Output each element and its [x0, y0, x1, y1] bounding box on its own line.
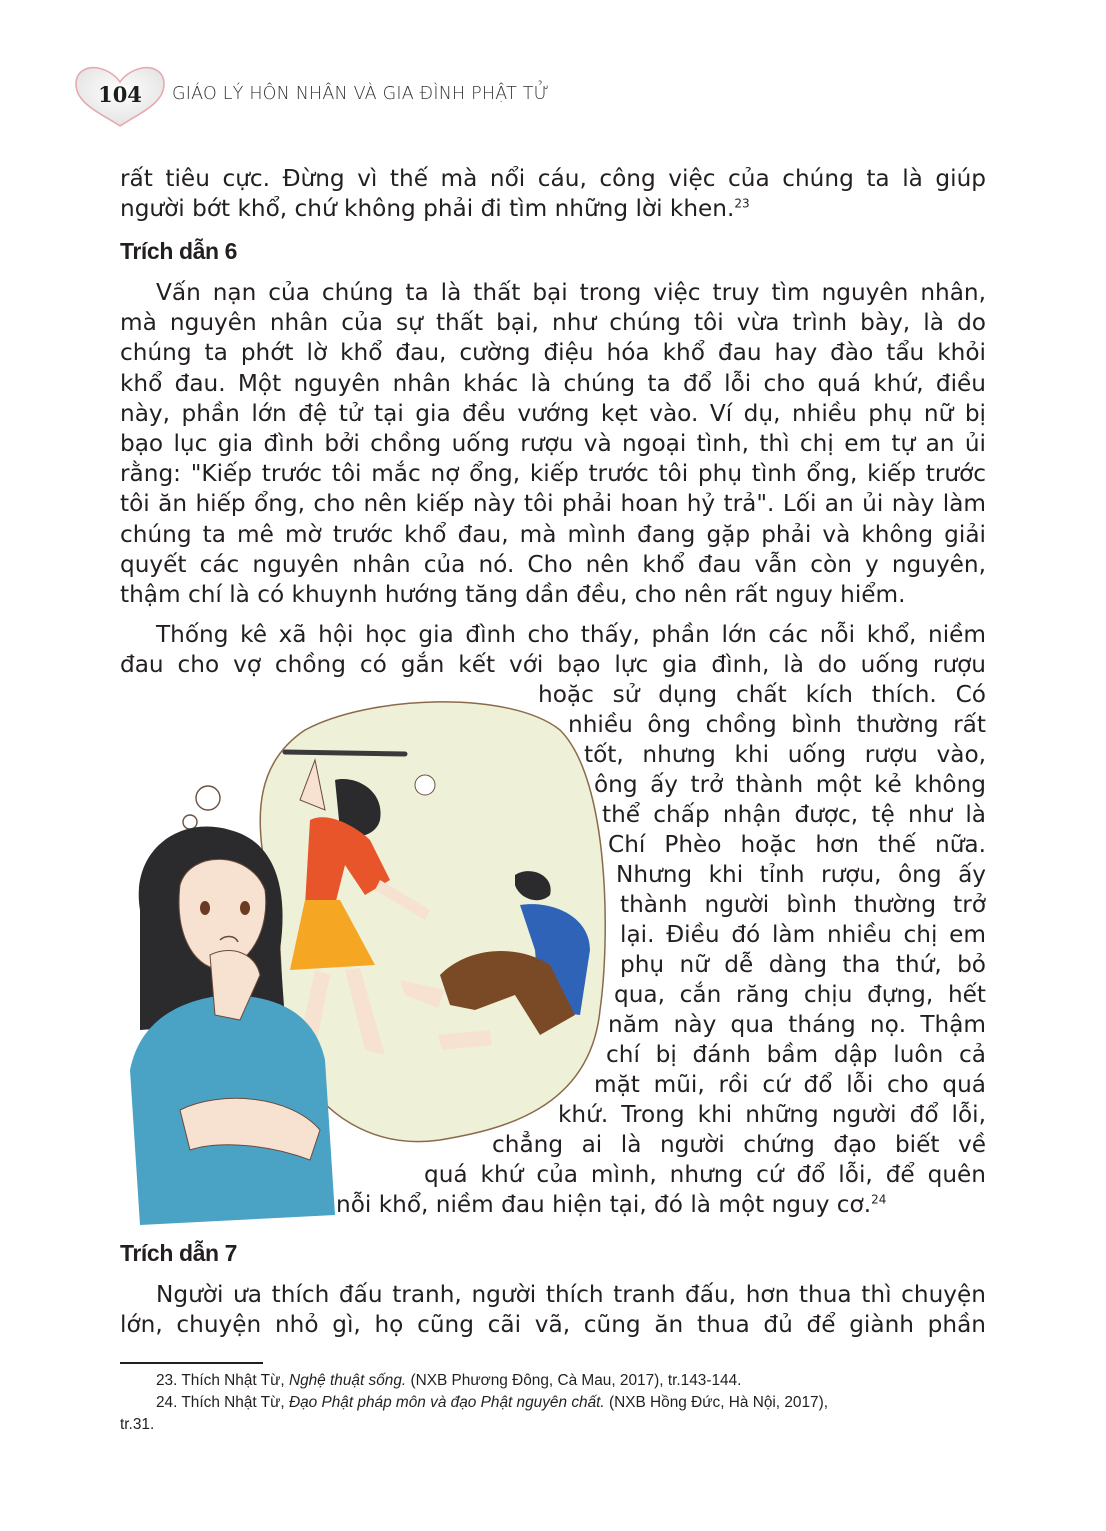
text-line: mà nguyên nhân của sự thất bại, như chúng tôi vừa trình bày, là do: [120, 309, 986, 337]
text-line: nhiều ông chồng bình thường rất: [568, 711, 986, 738]
text-line: chúng ta mê mờ trước khổ đau, mà mình đang gặp phải và không giải: [120, 520, 986, 548]
text-line: chí bị đánh bầm dập luôn cả: [606, 1041, 986, 1068]
footnote-divider: [120, 1362, 263, 1364]
text-line: rất tiêu cực. Đừng vì thế mà nổi cáu, công việc của chúng ta là giúp: [120, 165, 986, 192]
text-line: rằng: "Kiếp trước tôi mắc nợ ổng, kiếp trước tôi phụ tình ổng, kiếp trước: [120, 460, 986, 488]
text-line: thậm chí là có khuynh hướng tăng dần đều, cho nên rất nguy hiểm.: [120, 581, 906, 609]
thought-dot: [183, 815, 197, 829]
text-line: tôi ăn hiếp ổng, cho nên kiếp này tôi phải hoan hỷ trả". Lối an ủi này làm: [120, 490, 986, 518]
footnote-ref[interactable]: 24: [871, 1192, 887, 1207]
running-title: GIÁO LÝ HÔN NHÂN VÀ GIA ĐÌNH PHẬT TỬ: [172, 84, 550, 104]
text-line: đau cho vợ chồng có gắn kết với bạo lực gia đình, là do uống rượu: [120, 651, 986, 679]
text-line: này, phần lớn đệ tử tại gia đều vướng kẹt vào. Ví dụ, nhiều phụ nữ bị: [120, 399, 986, 427]
section6-paragraph-2: [120, 620, 986, 680]
thought-dot: [196, 786, 220, 810]
section6-paragraph-1: [120, 278, 986, 610]
text-line: ông ấy trở thành một kẻ không: [594, 771, 986, 798]
section-heading-6: Trích dẫn 6: [120, 238, 238, 264]
text-line: Thống kê xã hội học gia đình cho thấy, phần lớn các nỗi khổ, niềm: [156, 621, 986, 648]
text-line: bạo lục gia đình bởi chồng uống rượu và ngoại tình, thì chị em tự an ủi: [120, 430, 986, 458]
text-line: Người ưa thích đấu tranh, người thích tranh đấu, hơn thua thì chuyện: [156, 1281, 986, 1308]
text-line: lớn, chuyện nhỏ gì, họ cũng cãi vã, cũng ăn thua đủ để giành phần: [120, 1311, 986, 1339]
intro-paragraph: [120, 164, 986, 224]
text-line: hoặc sử dụng chất kích thích. Có: [538, 681, 986, 708]
text-line: người bớt khổ, chứ không phải đi tìm những lời khen.$^{23}$: [120, 195, 750, 223]
text-line: năm này qua tháng nọ. Thậm: [608, 1011, 986, 1038]
section7-paragraph: [120, 1280, 986, 1340]
text-line: lại. Điều đó làm nhiều chị em: [620, 921, 986, 948]
page-header: [72, 64, 672, 130]
footnote-23: 23. Thích Nhật Từ, Nghệ thuật sống. (NXB Phương Đông, Cà Mau, 2017), tr.143-144.: [156, 1372, 742, 1389]
text-line: khứ. Trong khi những người đổ lỗi,: [558, 1101, 986, 1128]
footnote-24: 24. Thích Nhật Từ, Đạo Phật pháp môn và đạo Phật nguyên chất. (NXB Hồng Đức, Hà Nội, 2017), tr.31.: [120, 1394, 828, 1433]
text-line: phụ nữ dễ dàng tha thứ, bỏ: [620, 951, 986, 978]
text-line: chẳng ai là người chứng đạo biết về: [492, 1131, 986, 1158]
section-heading-7: Trích dẫn 7: [120, 1240, 238, 1266]
page-number: 104: [98, 82, 142, 107]
text-line: quyết các nguyên nhân của nó. Cho nên khổ đau vẫn còn y nguyên,: [120, 550, 986, 578]
text-line: thể chấp nhận được, tệ như là: [602, 801, 986, 828]
text-line: khổ đau. Một nguyên nhân khác là chúng ta đổ lỗi cho quá khứ, điều: [120, 369, 986, 397]
text-line: qua, cắn răng chịu đựng, hết: [614, 981, 986, 1008]
text-line: mặt mũi, rồi cứ đổ lỗi cho quá: [594, 1071, 986, 1098]
text-line: thành người bình thường trở: [620, 891, 986, 918]
text-line: Nhưng khi tỉnh rượu, ông ấy: [616, 861, 986, 888]
text-line: chúng ta phớt lờ khổ đau, cường điệu hóa khổ đau hay đào tẩu khỏi: [120, 339, 986, 367]
text-line: Vấn nạn của chúng ta là thất bại trong việc truy tìm nguyên nhân,: [156, 279, 986, 306]
illustration: [120, 690, 620, 1250]
text-line: Chí Phèo hoặc hơn thế nữa.: [608, 831, 986, 858]
text-line: tốt, nhưng khi uống rượu vào,: [584, 741, 986, 768]
text-line: nỗi khổ, niềm đau hiện tại, đó là một nguy cơ.$^{24}$: [336, 1191, 887, 1218]
text-line: quá khứ của mình, nhưng cứ đổ lỗi, để quên: [424, 1161, 986, 1188]
footnote-ref[interactable]: 23: [734, 196, 750, 211]
